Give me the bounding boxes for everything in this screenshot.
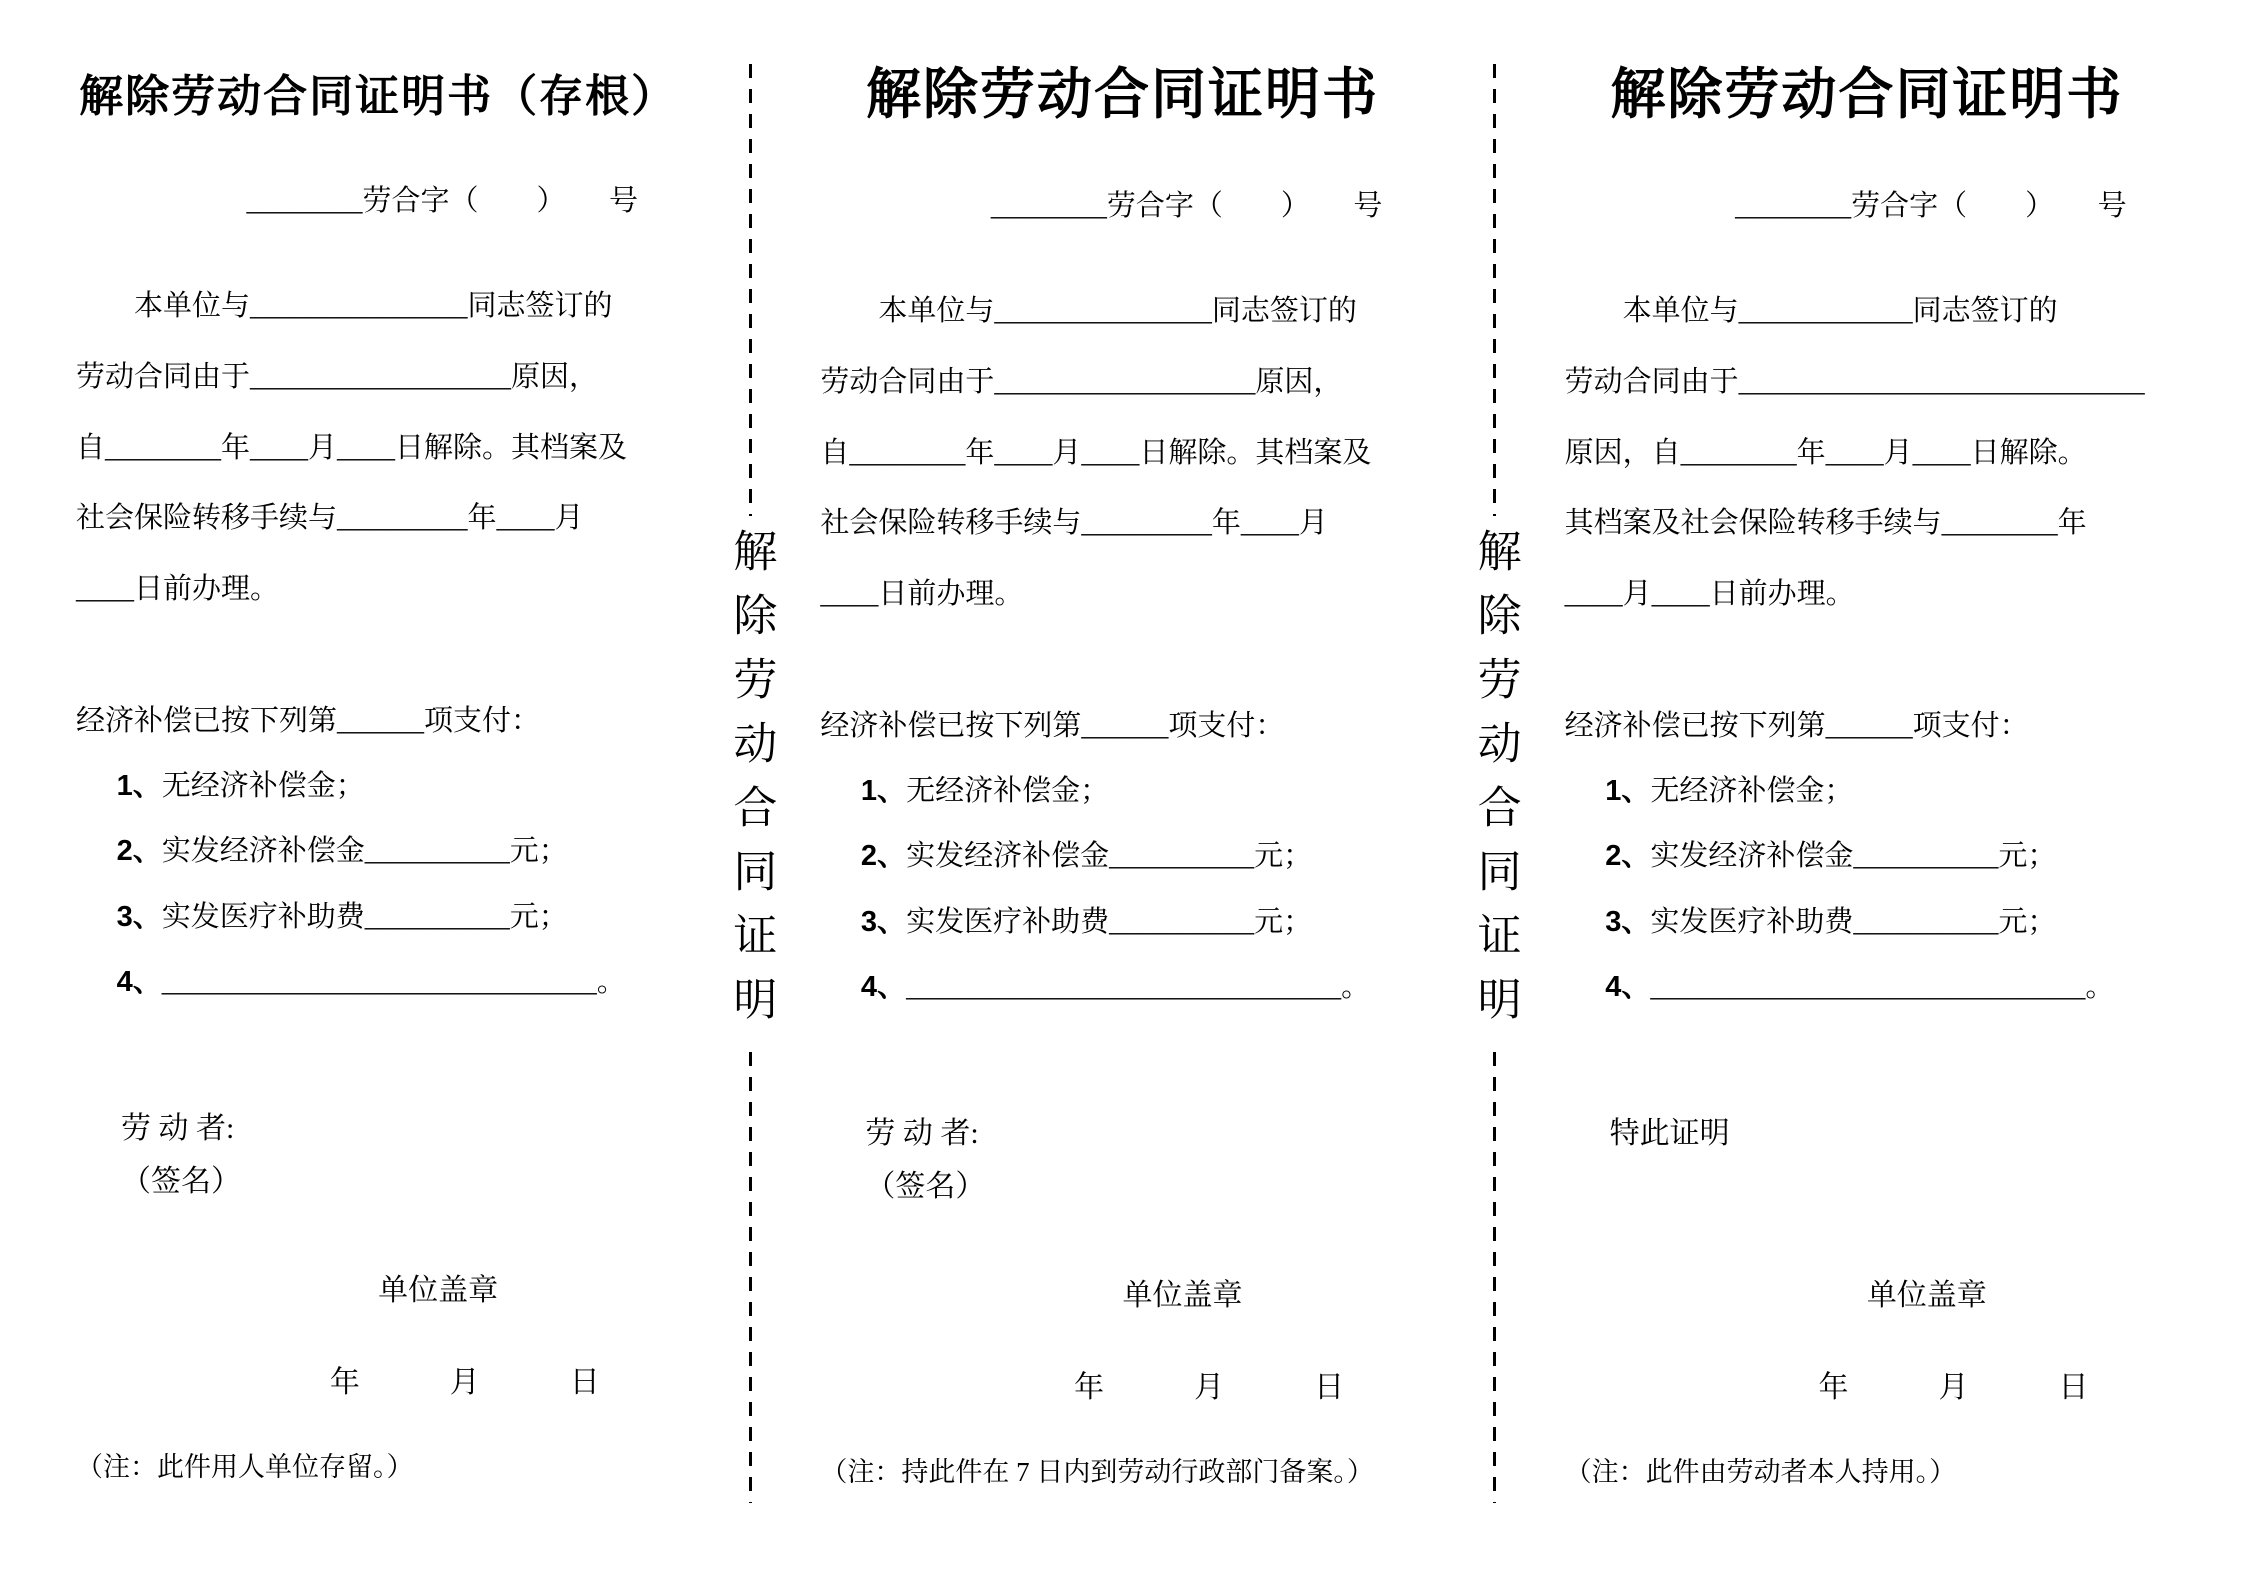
panel-employee-ref-number-line: ________劳合字（ ） 号 bbox=[1735, 190, 2127, 222]
compensation-item bbox=[1565, 890, 2169, 955]
compensation-item bbox=[76, 819, 680, 884]
dashed-cut-line bbox=[749, 64, 752, 516]
form-line: 自________年____月____日解除。其档案及 bbox=[76, 431, 628, 464]
signature-hint: （签名） bbox=[121, 1164, 241, 1198]
form-line: 社会保险转移手续与_________年____月 bbox=[820, 507, 1328, 540]
compensation-item bbox=[76, 885, 680, 950]
item-text: 实发医疗补助费__________元； bbox=[906, 905, 1313, 938]
compensation-item bbox=[1565, 759, 2169, 824]
compensation-item bbox=[820, 759, 1424, 824]
item-text: 无经济补偿金； bbox=[1650, 775, 1854, 807]
panel-stub-compensation bbox=[76, 689, 680, 1015]
item-text: ______________________________。 bbox=[1650, 970, 2115, 1003]
item-number: 3、 bbox=[860, 905, 907, 938]
form-line: ____日前办理。 bbox=[76, 573, 280, 605]
panel-employee-body bbox=[1565, 276, 2169, 630]
item-number: 3、 bbox=[1605, 905, 1651, 938]
item-text: 实发经济补偿金__________元； bbox=[161, 835, 568, 868]
item-number: 2、 bbox=[116, 835, 162, 868]
panel-stub-worker-signature bbox=[76, 1103, 680, 1213]
panel-employee-date-line: 年 月 日 bbox=[1818, 1371, 2089, 1404]
compensation-item bbox=[820, 824, 1424, 889]
panel-stub-title: 解除劳动合同证明书（存根） bbox=[79, 72, 678, 121]
item-number: 2、 bbox=[1605, 840, 1651, 873]
panel-employee-seal-label: 单位盖章 bbox=[1866, 1279, 1987, 1312]
item-number: 4、 bbox=[860, 970, 907, 1003]
item-text: 实发医疗补助费__________元； bbox=[161, 900, 568, 933]
panel-stub-note: （注：此件用人单位存留。） bbox=[76, 1452, 414, 1482]
panel-employee-certify-statement bbox=[1565, 1108, 2169, 1218]
panel-record-title: 解除劳动合同证明书 bbox=[865, 64, 1379, 125]
compensation-header: 经济补偿已按下列第______项支付： bbox=[1564, 709, 2029, 742]
item-text: 无经济补偿金； bbox=[161, 770, 365, 802]
item-number: 2、 bbox=[860, 840, 907, 873]
divider-vertical-title: 解除劳动合同证明 bbox=[726, 527, 776, 1040]
panel-employee-compensation bbox=[1565, 694, 2169, 1020]
panel-record-seal-label: 单位盖章 bbox=[1122, 1279, 1243, 1312]
item-number: 4、 bbox=[1605, 970, 1651, 1003]
compensation-item bbox=[820, 890, 1424, 955]
item-text: 实发经济补偿金__________元； bbox=[1650, 840, 2057, 873]
panel-record-ref-number-line: ________劳合字（ ） 号 bbox=[990, 190, 1383, 222]
form-line: 自________年____月____日解除。其档案及 bbox=[820, 436, 1372, 469]
compensation-header: 经济补偿已按下列第______项支付： bbox=[76, 704, 541, 737]
signature-hint: （签名） bbox=[865, 1169, 986, 1203]
panel-employee-note: （注：此件由劳动者本人持用。） bbox=[1564, 1457, 1957, 1487]
form-line: 社会保险转移手续与_________年____月 bbox=[76, 502, 584, 535]
divider-vertical-title: 解除劳动合同证明 bbox=[1470, 527, 1520, 1040]
panel-stub-seal-label: 单位盖章 bbox=[378, 1274, 499, 1307]
compensation-item bbox=[76, 950, 680, 1015]
item-number: 1、 bbox=[116, 770, 162, 802]
panel-stub-body bbox=[76, 271, 680, 625]
form-line: ____月____日前办理。 bbox=[1564, 578, 1855, 610]
panel-stub-date-line: 年 月 日 bbox=[329, 1366, 600, 1399]
divider-left bbox=[714, 34, 786, 1561]
item-number: 3、 bbox=[116, 900, 162, 933]
item-text: 实发医疗补助费__________元； bbox=[1650, 905, 2057, 938]
divider-right bbox=[1459, 34, 1531, 1561]
form-line: 本单位与_______________同志签订的 bbox=[134, 290, 613, 322]
form-line: 劳动合同由于____________________________ bbox=[1564, 365, 2145, 398]
form-line: 原因，自________年____月____日解除。 bbox=[1564, 436, 2087, 469]
item-text: 无经济补偿金； bbox=[906, 775, 1110, 807]
dashed-cut-line bbox=[749, 1052, 752, 1504]
panel-stub bbox=[42, 34, 714, 1561]
compensation-item bbox=[76, 754, 680, 819]
compensation-header: 经济补偿已按下列第______项支付： bbox=[820, 709, 1285, 742]
panel-employee bbox=[1531, 34, 2203, 1561]
panel-employee-title: 解除劳动合同证明书 bbox=[1610, 64, 2124, 125]
form-line: 本单位与_______________同志签订的 bbox=[878, 295, 1357, 327]
item-text: ______________________________。 bbox=[906, 970, 1371, 1003]
panel-record-body bbox=[820, 276, 1424, 630]
panel-record-compensation bbox=[820, 694, 1424, 1020]
panel-record-note: （注：持此件在 7 日内到劳动行政部门备案。） bbox=[820, 1457, 1374, 1487]
item-number: 4、 bbox=[116, 965, 162, 998]
item-text: 实发经济补偿金__________元； bbox=[906, 840, 1313, 873]
dashed-cut-line bbox=[1493, 64, 1496, 516]
item-number: 1、 bbox=[860, 775, 907, 807]
form-line: 本单位与____________同志签订的 bbox=[1622, 295, 2058, 327]
form-line: 其档案及社会保险转移手续与________年 bbox=[1564, 507, 2087, 540]
certify-label: 特此证明 bbox=[1609, 1117, 1730, 1150]
worker-label: 劳 动 者: bbox=[121, 1112, 235, 1145]
item-text: ______________________________。 bbox=[161, 965, 626, 998]
item-number: 1、 bbox=[1605, 775, 1651, 807]
form-line: 劳动合同由于__________________原因， bbox=[76, 360, 599, 393]
compensation-item bbox=[1565, 824, 2169, 889]
panel-record-date-line: 年 月 日 bbox=[1074, 1371, 1345, 1404]
dashed-cut-line bbox=[1493, 1052, 1496, 1504]
panel-record-worker-signature bbox=[820, 1108, 1424, 1218]
panel-record bbox=[786, 34, 1458, 1561]
form-line: ____日前办理。 bbox=[820, 578, 1024, 610]
panel-stub-ref-number-line: ________劳合字（ ） 号 bbox=[246, 185, 639, 217]
form-line: 劳动合同由于__________________原因， bbox=[820, 365, 1343, 398]
worker-label: 劳 动 者: bbox=[865, 1117, 979, 1150]
compensation-item bbox=[820, 955, 1424, 1020]
compensation-item bbox=[1565, 955, 2169, 1020]
